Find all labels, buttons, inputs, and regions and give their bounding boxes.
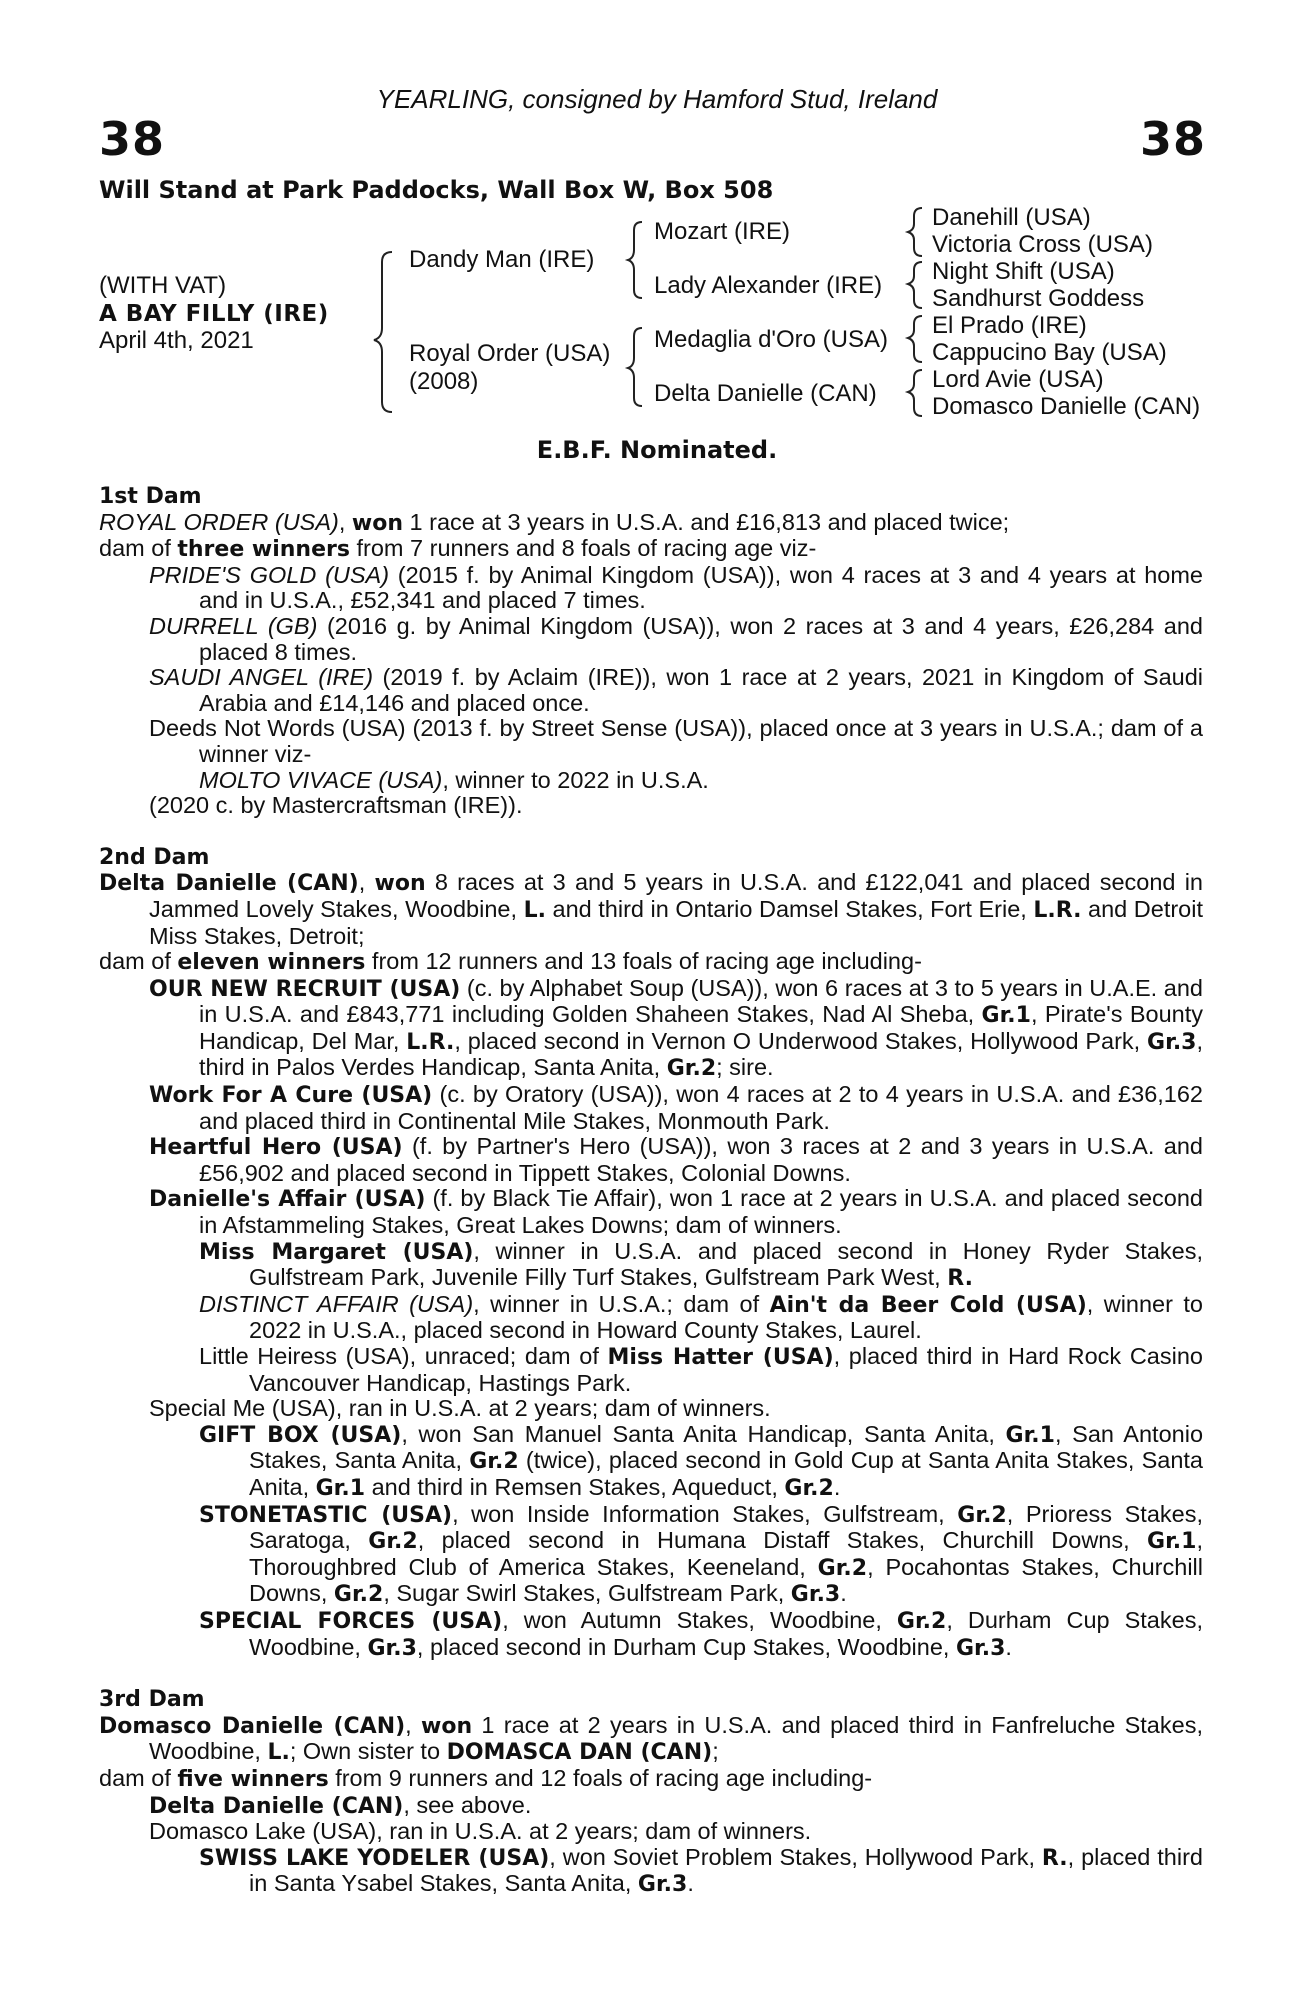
third-dam-produce-summary: dam of five winners from 9 runners and 12 foals of racing age including-: [99, 1764, 873, 1792]
list-item: Deeds Not Words (USA) (2013 f. by Street Sense (USA)), placed once at 3 years in U.S.A.; dam of a winner viz-: [149, 715, 1203, 767]
vat-note: (WITH VAT): [99, 272, 227, 299]
list-item: STONETASTIC (USA), won Inside Information Stakes, Gulfstream, Gr.2, Prioress Stakes, Saratoga, Gr.2, placed second in Humana Distaff Stakes, Churchill Downs, Gr.1, Thoroughbred Club of America Stakes, Keeneland, Gr.2, Pocahontas Stakes, Churchill Downs, Gr.2, Sugar Swirl Stakes, Gulfstream Park, Gr.3.: [199, 1500, 1203, 1608]
dam-dam: Delta Danielle (CAN): [654, 380, 877, 407]
list-item: PRIDE'S GOLD (USA) (2015 f. by Animal Kingdom (USA)), won 4 races at 3 and 4 years at home and in U.S.A., £52,341 and placed 7 times.: [149, 561, 1204, 614]
list-item: MOLTO VIVACE (USA), winner to 2022 in U.S.A.: [199, 766, 709, 793]
list-item: Delta Danielle (CAN), see above.: [149, 1791, 532, 1819]
sire-name: Dandy Man (IRE): [409, 246, 595, 273]
list-item: SAUDI ANGEL (IRE) (2019 f. by Aclaim (IRE)), won 1 race at 2 years, 2021 in Kingdom of Saudi Arabia and £14,146 and placed once.: [149, 664, 1204, 716]
list-item: SWISS LAKE YODELER (USA), won Soviet Problem Stakes, Hollywood Park, R., placed third in Santa Ysabel Stakes, Santa Anita, Gr.3.: [199, 1843, 1203, 1898]
list-item: Danielle's Affair (USA) (f. by Black Tie Affair), won 1 race at 2 years in U.S.A. and placed second in Afstammeling Stakes, Great Lakes Downs; dam of winners.: [149, 1185, 1203, 1239]
dam-sire-sire: El Prado (IRE): [932, 312, 1087, 339]
catalogue-body: [99, 484, 1203, 1898]
second-dam-produce-summary: dam of eleven winners from 12 runners and 13 foals of racing age including-: [99, 948, 922, 976]
list-item: GIFT BOX (USA), won San Manuel Santa Anita Handicap, Santa Anita, Gr.1, San Antonio Stakes, Santa Anita, Gr.2 (twice), placed second in Gold Cup at Santa Anita Stakes, Santa Anita, Gr.1 and third in Remsen Stakes, Aqueduct, Gr.2.: [199, 1420, 1204, 1501]
ebf-nominated: E.B.F. Nominated.: [536, 436, 778, 464]
sire-sire-sire: Danehill (USA): [932, 204, 1091, 231]
sire-sire: Mozart (IRE): [654, 218, 791, 245]
dam-dam-sire: Lord Avie (USA): [932, 366, 1104, 393]
list-item: SPECIAL FORCES (USA), won Autumn Stakes, Woodbine, Gr.2, Durham Cup Stakes, Woodbine, Gr.3, placed second in Durham Cup Stakes, Woodbine, Gr.3.: [199, 1606, 1203, 1661]
dam-sire: Medaglia d'Oro (USA): [654, 326, 888, 353]
lot-number-right: 38: [1139, 112, 1206, 166]
list-item: DURRELL (GB) (2016 g. by Animal Kingdom (USA)), won 2 races at 3 and 4 years, £26,284 and placed 8 times.: [149, 612, 1203, 665]
foaling-date: April 4th, 2021: [99, 327, 254, 354]
stand-location: Will Stand at Park Paddocks, Wall Box W, Box 508: [99, 176, 774, 204]
sire-dam-sire: Night Shift (USA): [932, 258, 1115, 285]
list-item: Work For A Cure (USA) (c. by Oratory (USA)), won 4 races at 2 to 4 years in U.S.A. and £36,162 and placed third in Continental Mile Stakes, Monmouth Park.: [149, 1081, 1203, 1134]
sire-dam: Lady Alexander (IRE): [654, 272, 883, 299]
second-dam-record: Delta Danielle (CAN), won 8 races at 3 and 5 years in U.S.A. and £122,041 and placed second in Jammed Lovely Stakes, Woodbine, L. and third in Ontario Damsel Stakes, Fort Erie, L.R. and Detroit Miss Stakes, Detroit;: [99, 869, 1204, 949]
lot-number-left: 38: [99, 112, 166, 166]
dam-name: Royal Order (USA): [409, 340, 611, 367]
consignment-title: YEARLING, consigned by Hamford Stud, Ireland: [376, 84, 938, 114]
list-item: Domasco Lake (USA), ran in U.S.A. at 2 years; dam of winners.: [149, 1818, 812, 1845]
horse-name: A BAY FILLY (IRE): [99, 301, 329, 327]
dam-foaling-year: (2008): [409, 368, 479, 395]
third-dam-record: Domasco Danielle (CAN), won 1 race at 2 years in U.S.A. and placed third in Fanfreluche Stakes, Woodbine, L.; Own sister to DOMASCA DAN (CAN);: [99, 1711, 1203, 1766]
list-item: Miss Margaret (USA), winner in U.S.A. and placed second in Honey Ryder Stakes, Gulfstream Park, Juvenile Filly Turf Stakes, Gulfstream Park West, R.: [199, 1237, 1203, 1292]
list-item: OUR NEW RECRUIT (USA) (c. by Alphabet Soup (USA)), won 6 races at 3 to 5 years in U.A.E. and in U.S.A. and £843,771 including Golden Shaheen Stakes, Nad Al Sheba, Gr.1, Pirate's Bounty Handicap, Del Mar, L.R., placed second in Vernon O Underwood Stakes, Hollywood Park, Gr.3, third in Palos Verdes Handicap, Santa Anita, Gr.2; sire.: [149, 974, 1204, 1082]
list-item: Special Me (USA), ran in U.S.A. at 2 years; dam of winners.: [149, 1395, 771, 1422]
dam-sire-dam: Cappucino Bay (USA): [932, 339, 1167, 366]
first-dam-heading: 1st Dam: [99, 484, 202, 509]
second-dam-heading: 2nd Dam: [99, 844, 210, 870]
dam-dam-dam: Domasco Danielle (CAN): [932, 393, 1201, 420]
list-item: DISTINCT AFFAIR (USA), winner in U.S.A.; dam of Ain't da Beer Cold (USA), winner to 2022 in U.S.A., placed second in Howard County Stakes, Laurel.: [199, 1290, 1203, 1344]
first-dam-produce-summary: dam of three winners from 7 runners and 8 foals of racing age viz-: [99, 535, 817, 563]
first-dam-name: ROYAL ORDER (USA): [99, 508, 339, 535]
list-item: (2020 c. by Mastercraftsman (IRE)).: [149, 792, 523, 819]
third-dam-heading: 3rd Dam: [99, 1687, 205, 1713]
list-item: Little Heiress (USA), unraced; dam of Miss Hatter (USA), placed third in Hard Rock Casino Vancouver Handicap, Hastings Park.: [199, 1343, 1203, 1396]
list-item: Heartful Hero (USA) (f. by Partner's Hero (USA)), won 3 races at 2 and 3 years in U.S.A. and £56,902 and placed second in Tippett Stakes, Colonial Downs.: [149, 1133, 1203, 1186]
first-dam-record: ROYAL ORDER (USA), won 1 race at 3 years in U.S.A. and £16,813 and placed twice;: [99, 508, 1010, 536]
sire-dam-dam: Sandhurst Goddess: [932, 285, 1145, 312]
sire-sire-dam: Victoria Cross (USA): [932, 231, 1153, 258]
